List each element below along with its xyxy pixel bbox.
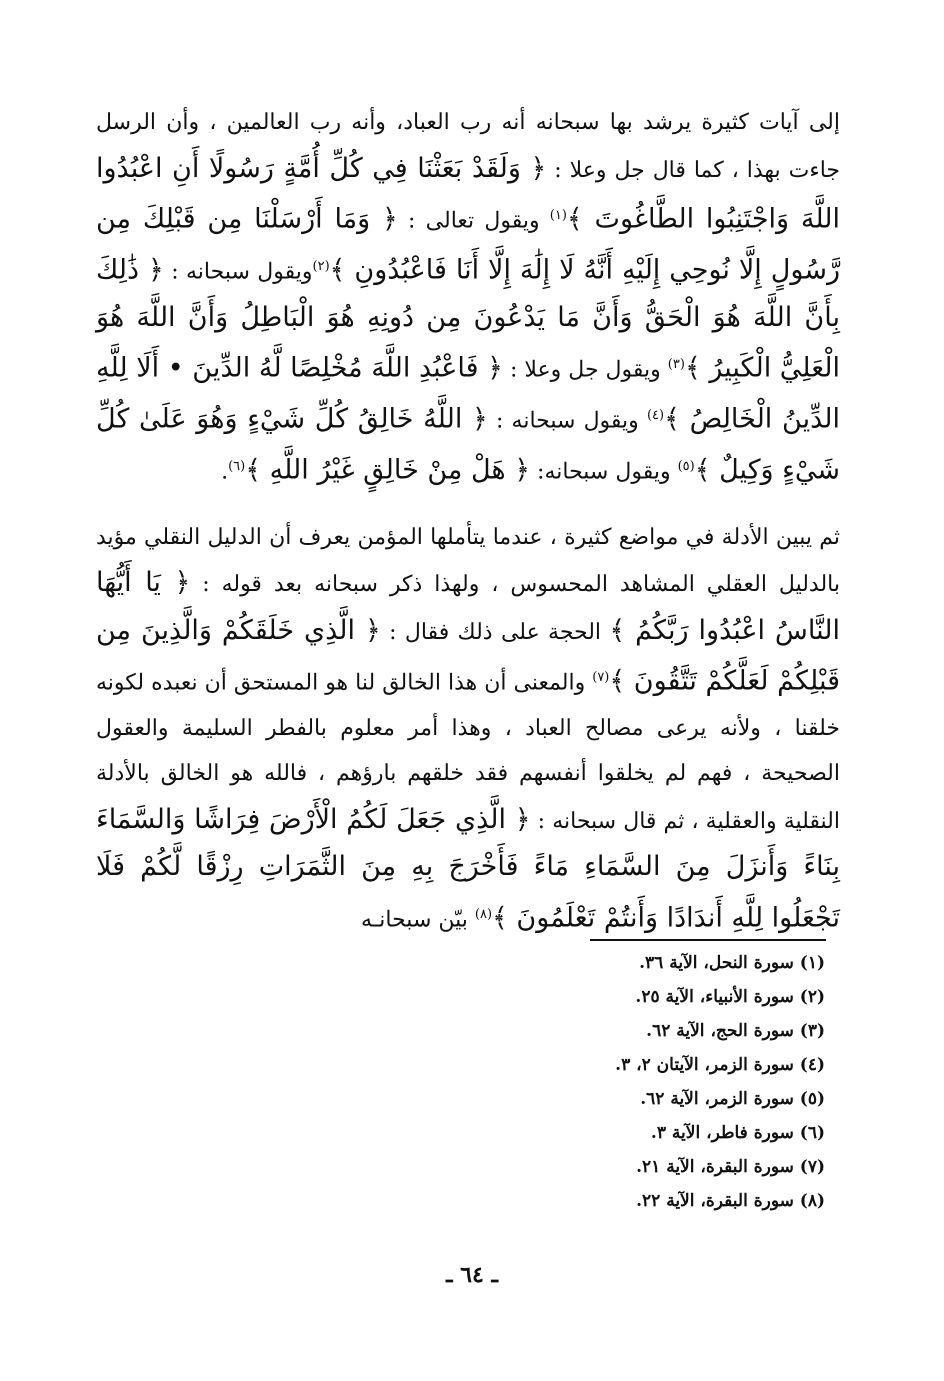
quran-verse: ﴿ هَلْ مِنْ خَالِقٍ غَيْرُ اللَّهِ ﴾ — [245, 454, 531, 486]
footnote-separator — [590, 939, 826, 941]
footnote-marker: (١) — [549, 208, 567, 223]
quran-verse: ﴿ فَاعْبُدِ اللَّهَ مُخْلِصًا لَّهُ الدِّينَ • أَلَا لِلَّهِ الدِّينُ الْخَالِصُ ﴾ — [96, 352, 840, 435]
quran-verse: ﴿ ذَٰلِكَ بِأَنَّ اللَّهَ هُوَ الْحَقُّ وَأَنَّ مَا يَدْعُونَ مِن دُونِهِ هُوَ الْبَاطِلُ وَأَنَّ اللَّهَ هُوَ الْعَلِيُّ الْكَبِيرُ ﴾ — [96, 254, 840, 384]
footnote-marker: (٤) — [646, 407, 665, 423]
paragraph-1 — [96, 100, 840, 495]
text-segment: الحجة على ذلك فقال : — [380, 619, 610, 645]
main-text — [96, 100, 840, 943]
footnote-item: (١) سورة النحل، الآية ٣٦. — [639, 953, 825, 973]
footnote-marker: (٢) — [312, 258, 330, 274]
footnote-marker: (٦) — [228, 458, 246, 474]
text-segment: والمعنى أن هذا الخالق لنا هو المستحق أن نعبده لكونه خلقنا ، ولأنه يرعى مصالح العباد ، وهذا أمر معلوم بالفطر السليمة والعقول الصحيحة ، فهم لم يخلقوا أنفسهم فقد خلقهم بارؤهم ، فالله هو الخالق بالأدلة النقلية والعقلية ، ثم قال سبحانه : — [96, 670, 840, 834]
footnote-marker: (٨) — [474, 906, 493, 922]
text-segment: ويقول سبحانه: — [530, 459, 678, 485]
footnote-item: (٥) سورة الزمر، الآية ٦٢. — [640, 1089, 825, 1109]
text-segment: ويقول سبحانه : — [487, 408, 647, 434]
footnote-item: (٣) سورة الحج، الآية ٦٢. — [646, 1021, 825, 1041]
footnote-item: (٧) سورة البقرة، الآية ٢١. — [636, 1157, 825, 1177]
footnote-marker: (٥) — [677, 458, 695, 474]
footnote-item: (٦) سورة فاطر، الآية ٣. — [650, 1123, 825, 1143]
quran-verse: ﴿ وَلَقَدْ بَعَثْنَا فِي كُلِّ أُمَّةٍ رَسُولًا أَنِ اعْبُدُوا اللَّهَ وَاجْتَنِبُوا الطَّاغُوتَ ﴾ — [96, 152, 840, 235]
quran-verse: ﴿ اللَّهُ خَالِقُ كُلِّ شَيْءٍ وَهُوَ عَلَىٰ كُلِّ شَيْءٍ وَكِيلٌ ﴾ — [96, 403, 840, 486]
footnote-marker: (٧) — [592, 670, 610, 686]
text-segment: ويقول تعالى : — [397, 208, 550, 234]
footnote-marker: (٣) — [667, 357, 685, 373]
text-segment: إلى آيات كثيرة يرشد بها سبحانه أنه رب العباد، وأنه رب العالمين ، وأن الرسل جاءت بهذا ، كما قال جل وعلا : — [96, 110, 840, 183]
footnote-item: (٤) سورة الزمر، الآيتان ٢، ٣. — [615, 1055, 825, 1075]
text-segment: بيّن سبحانـه — [361, 907, 475, 933]
page-number: ـ ٦٤ ـ — [446, 1262, 498, 1288]
footnote-item: (٢) سورة الأنبياء، الآية ٢٥. — [635, 987, 825, 1007]
quran-verse: ﴿ الَّذِي جَعَلَ لَكُمُ الْأَرْضَ فِرَاشًا وَالسَّمَاءَ بِنَاءً وَأَنزَلَ مِنَ السَّمَاءِ مَاءً فَأَخْرَجَ بِهِ مِنَ الثَّمَرَاتِ رِزْقًا لَّكُمْ فَلَا تَجْعَلُوا لِلَّهِ أَندَادًا وَأَنتُمْ تَعْلَمُونَ ﴾ — [96, 803, 840, 934]
quran-verse: ﴿ يَا أَيُّهَا النَّاسُ اعْبُدُوا رَبَّكُمُ ﴾ — [96, 567, 840, 646]
text-segment: ويقول سبحانه : — [163, 259, 313, 285]
quran-verse: ﴿ الَّذِي خَلَقَكُمْ وَالَّذِينَ مِن قَبْلِكُمْ لَعَلَّكُمْ تَتَّقُونَ ﴾ — [96, 614, 840, 697]
text-segment: ثم يبين الأدلة في مواضع كثيرة ، عندما يتأملها المؤمن يعرف أن الدليل النقلي مؤيد بالدليل العقلي المشاهد المحسوس ، ولهذا ذكر سبحانه بعد قوله : — [96, 524, 840, 598]
text-segment: . — [221, 459, 229, 485]
footnotes — [445, 946, 825, 1218]
text-segment: ويقول جل وعلا : — [502, 357, 668, 383]
quran-verse: ﴿ وَمَا أَرْسَلْنَا مِن قَبْلِكَ مِن رَّسُولٍ إِلَّا نُوحِي إِلَيْهِ أَنَّهُ لَا إِلَٰهَ إِلَّا أَنَا فَاعْبُدُونِ ﴾ — [96, 203, 840, 286]
paragraph-2 — [96, 515, 840, 943]
footnote-item: (٨) سورة البقرة، الآية ٢٢. — [636, 1191, 825, 1211]
